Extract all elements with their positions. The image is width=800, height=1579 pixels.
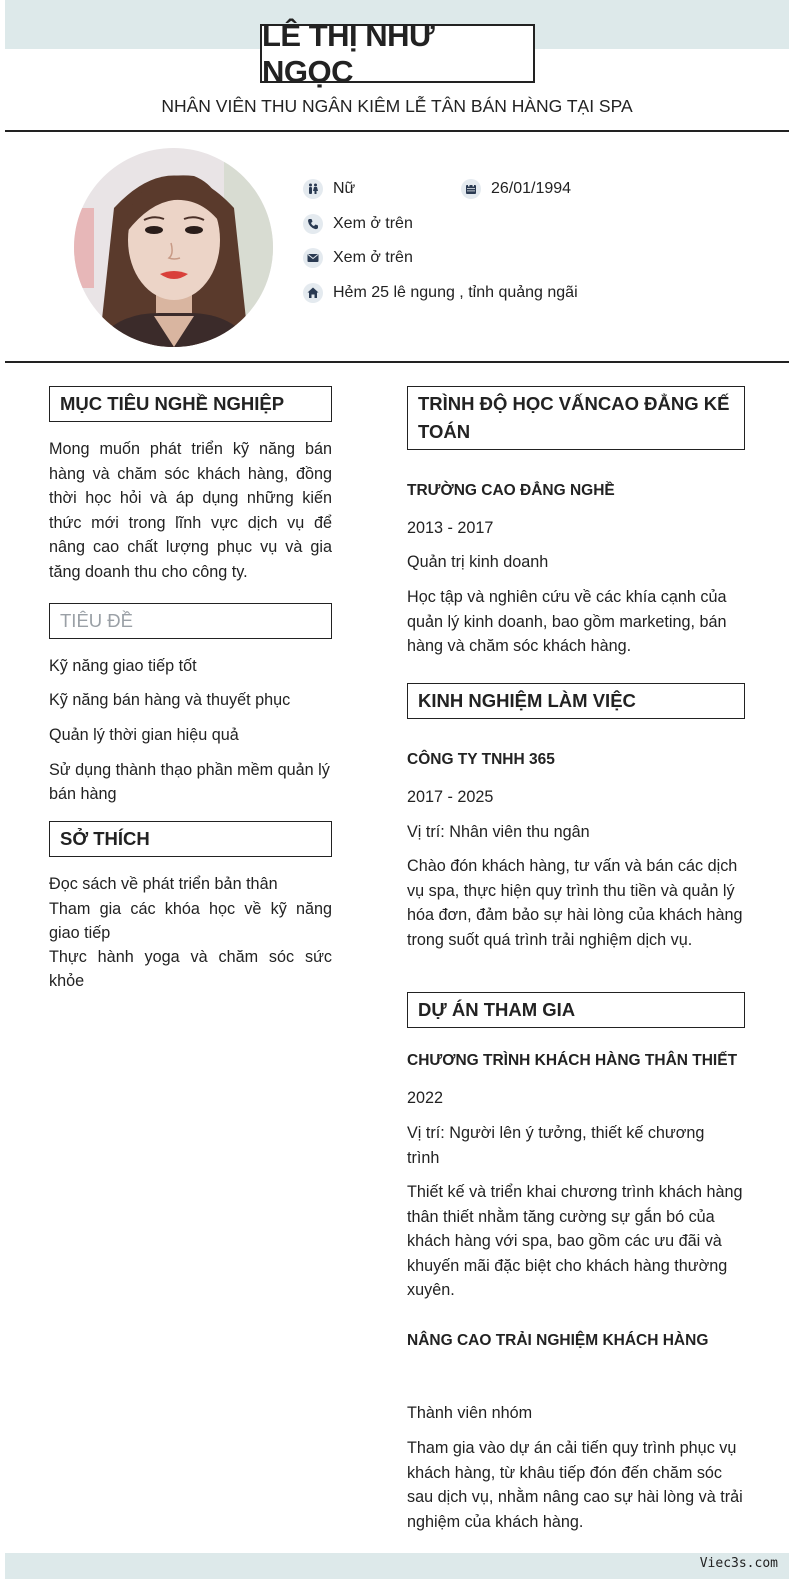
job-title: NHÂN VIÊN THU NGÂN KIÊM LỄ TÂN BÁN HÀNG TẠI SPA xyxy=(161,96,633,116)
hobby-item: Đọc sách về phát triển bản thân xyxy=(49,875,278,893)
experience-heading: KINH NGHIỆM LÀM VIỆC xyxy=(407,683,745,719)
avatar-photo xyxy=(74,148,273,347)
home-icon xyxy=(303,283,323,303)
email-icon xyxy=(303,248,323,268)
school-name: TRƯỜNG CAO ĐẲNG NGHỀ xyxy=(407,482,615,499)
skills-heading[interactable]: TIÊU ĐỀ xyxy=(49,603,332,639)
skill-item: Quản lý thời gian hiệu quả xyxy=(49,726,239,744)
watermark: Viec3s.com xyxy=(699,1556,778,1571)
candidate-name: LÊ THỊ NHƯ NGỌC xyxy=(260,24,535,83)
address-info xyxy=(303,283,578,303)
skill-item: Sử dụng thành thạo phần mềm quản lý bán hàng xyxy=(49,761,330,803)
phone-value: Xem ở trên xyxy=(333,215,413,232)
experience-description: Chào đón khách hàng, tư vấn và bán các dịch vụ spa, thực hiện quy trình thu tiền và quản lý hóa đơn, đảm bảo sự hài lòng của khách hàng trong suốt quá trình trải nghiệm dịch vụ. xyxy=(407,857,743,949)
skill-item: Kỹ năng giao tiếp tốt xyxy=(49,657,197,675)
divider xyxy=(5,130,789,132)
project-name: CHƯƠNG TRÌNH KHÁCH HÀNG THÂN THIẾT xyxy=(407,1052,738,1069)
company-name: CÔNG TY TNHH 365 xyxy=(407,751,555,768)
project-role: Thành viên nhóm xyxy=(407,1404,533,1422)
hobby-item: Tham gia các khóa học về kỹ năng giao tiếp xyxy=(49,900,332,942)
projects-heading: DỰ ÁN THAM GIA xyxy=(407,992,745,1028)
birthday-info xyxy=(461,179,571,199)
phone-info xyxy=(303,214,413,234)
skill-item: Kỹ năng bán hàng và thuyết phục xyxy=(49,691,291,709)
hobbies-heading: SỞ THÍCH xyxy=(49,821,332,857)
project-period: 2022 xyxy=(407,1089,444,1107)
experience-period: 2017 - 2025 xyxy=(407,788,494,806)
education-description: Học tập và nghiên cứu về các khía cạnh của quản lý kinh doanh, bao gồm marketing, bán hàng và chăm sóc khách hàng. xyxy=(407,588,727,655)
divider xyxy=(5,361,789,363)
education-period: 2013 - 2017 xyxy=(407,519,494,537)
phone-icon xyxy=(303,214,323,234)
project-name: NÂNG CAO TRẢI NGHIỆM KHÁCH HÀNG xyxy=(407,1332,709,1349)
birthday-value: 26/01/1994 xyxy=(491,180,572,197)
project-role: Vị trí: Người lên ý tưởng, thiết kế chương trình xyxy=(407,1124,705,1167)
gender-info xyxy=(303,179,355,199)
project-description: Thiết kế và triển khai chương trình khách hàng thân thiết nhằm tăng cường sự gắn bó của khách hàng với spa, bao gồm các ưu đãi và khuyến mãi đặc biệt cho khách hàng thường xuyên. xyxy=(407,1183,743,1299)
email-value: Xem ở trên xyxy=(333,249,413,266)
calendar-icon xyxy=(461,179,481,199)
education-heading: TRÌNH ĐỘ HỌC VẤNCAO ĐẲNG KẾ TOÁN xyxy=(407,386,745,450)
gender-value: Nữ xyxy=(333,180,356,197)
hobby-item: Thực hành yoga và chăm sóc sức khỏe xyxy=(49,948,332,990)
experience-position: Vị trí: Nhân viên thu ngân xyxy=(407,823,590,841)
objective-heading: MỤC TIÊU NGHỀ NGHIỆP xyxy=(49,386,332,422)
objective-text: Mong muốn phát triển kỹ năng bán hàng và chăm sóc khách hàng, đồng thời học hỏi và áp dụng những kiến thức mới trong lĩnh vực dịch vụ để nâng cao chất lượng phục vụ và gia tăng doanh thu cho công ty. xyxy=(49,440,332,581)
bottom-band xyxy=(5,1553,789,1579)
gender-icon xyxy=(303,179,323,199)
address-value: Hẻm 25 lê ngung , tỉnh quảng ngãi xyxy=(333,284,578,301)
email-info xyxy=(303,248,413,268)
education-major: Quản trị kinh doanh xyxy=(407,553,549,571)
project-description: Tham gia vào dự án cải tiến quy trình phục vụ khách hàng, từ khâu tiếp đón đến chăm sóc sau dịch vụ, nhằm nâng cao sự hài lòng và trải nghiệm của khách hàng. xyxy=(407,1439,743,1531)
